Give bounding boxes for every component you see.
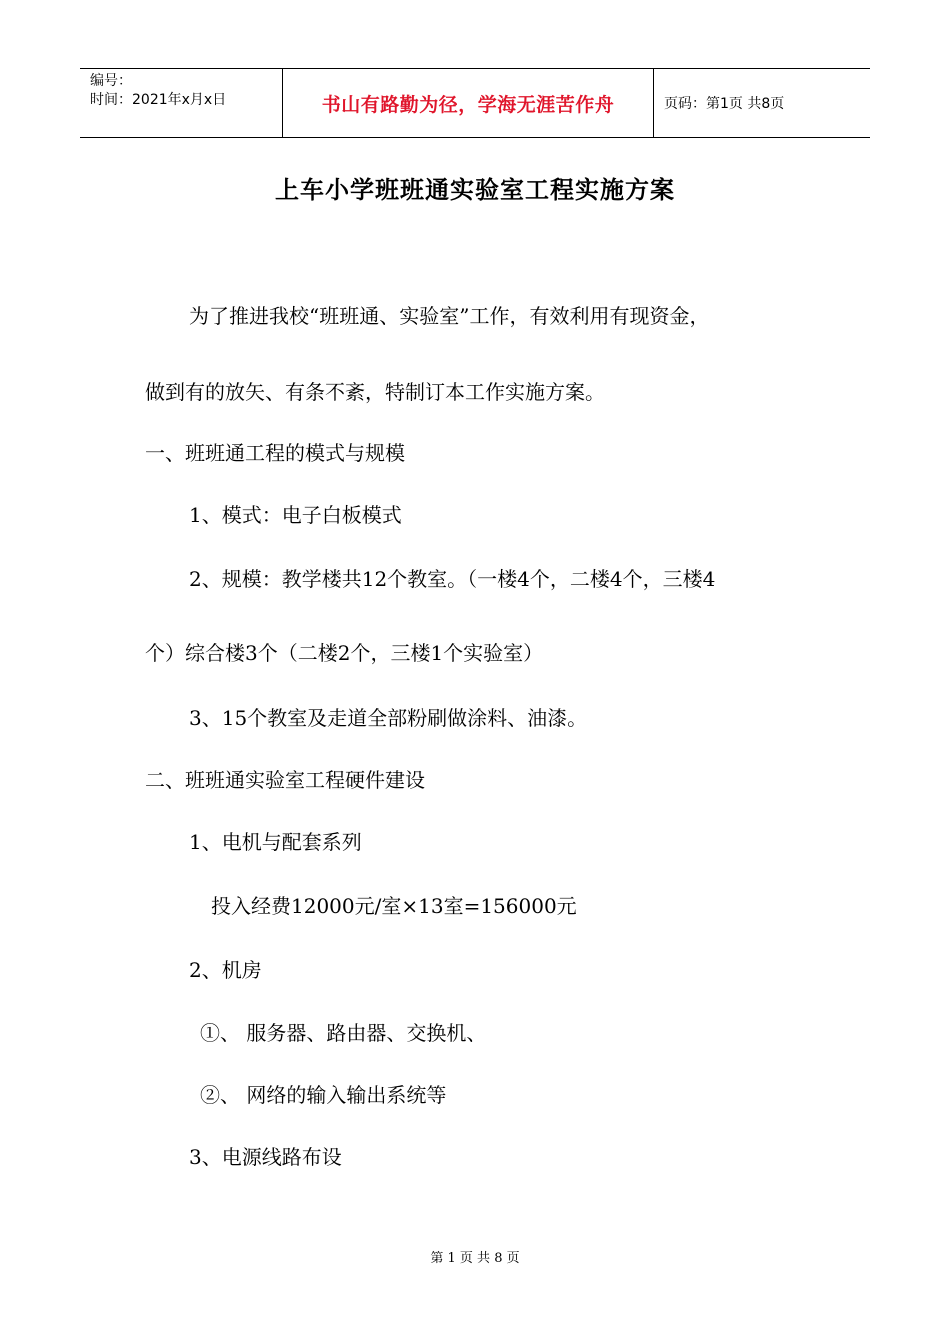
section-2-item-1-detail: 投入经费12000元/室×13室=156000元 [211,894,577,918]
section-2-item-2-sub-2: ②、 网络的输入输出系统等 [200,1083,447,1107]
header-meta [80,69,282,137]
document-title: 上车小学班班通实验室工程实施方案 [275,176,675,204]
section-1-item-2-line-1: 2、规模：教学楼共12个教室。（一楼4个，二楼4个，三楼4 [189,567,716,591]
section-2-item-2: 2、机房 [189,958,262,982]
paragraph-1-line-1: 为了推进我校“班班通、实验室”工作，有效利用有现资金， [189,304,710,328]
header-motto: 书山有路勤为径，学海无涯苦作舟 [282,69,654,137]
section-1-item-1: 1、模式：电子白板模式 [189,503,402,527]
header-page-label: 页码：第1页 共8页 [664,96,785,112]
paragraph-1-line-2: 做到有的放矢、有条不紊，特制订本工作实施方案。 [145,380,605,404]
section-2-item-1: 1、电机与配套系列 [189,830,362,854]
document-header [80,68,870,138]
section-2-item-3: 3、电源线路布设 [189,1145,342,1169]
page-footer: 第 1 页 共 8 页 [430,1251,520,1266]
time-label: 时间：2021年x月x日 [90,92,227,108]
section-2-heading: 二、班班通实验室工程硬件建设 [145,768,425,792]
section-2-item-2-sub-1: ①、 服务器、路由器、交换机、 [200,1021,487,1045]
number-label: 编号： [90,73,132,89]
section-1-heading: 一、班班通工程的模式与规模 [145,441,405,465]
section-1-item-2-line-2: 个）综合楼3个（二楼2个，三楼1个实验室） [145,641,544,665]
section-1-item-3: 3、15个教室及走道全部粉刷做涂料、油漆。 [189,706,588,730]
